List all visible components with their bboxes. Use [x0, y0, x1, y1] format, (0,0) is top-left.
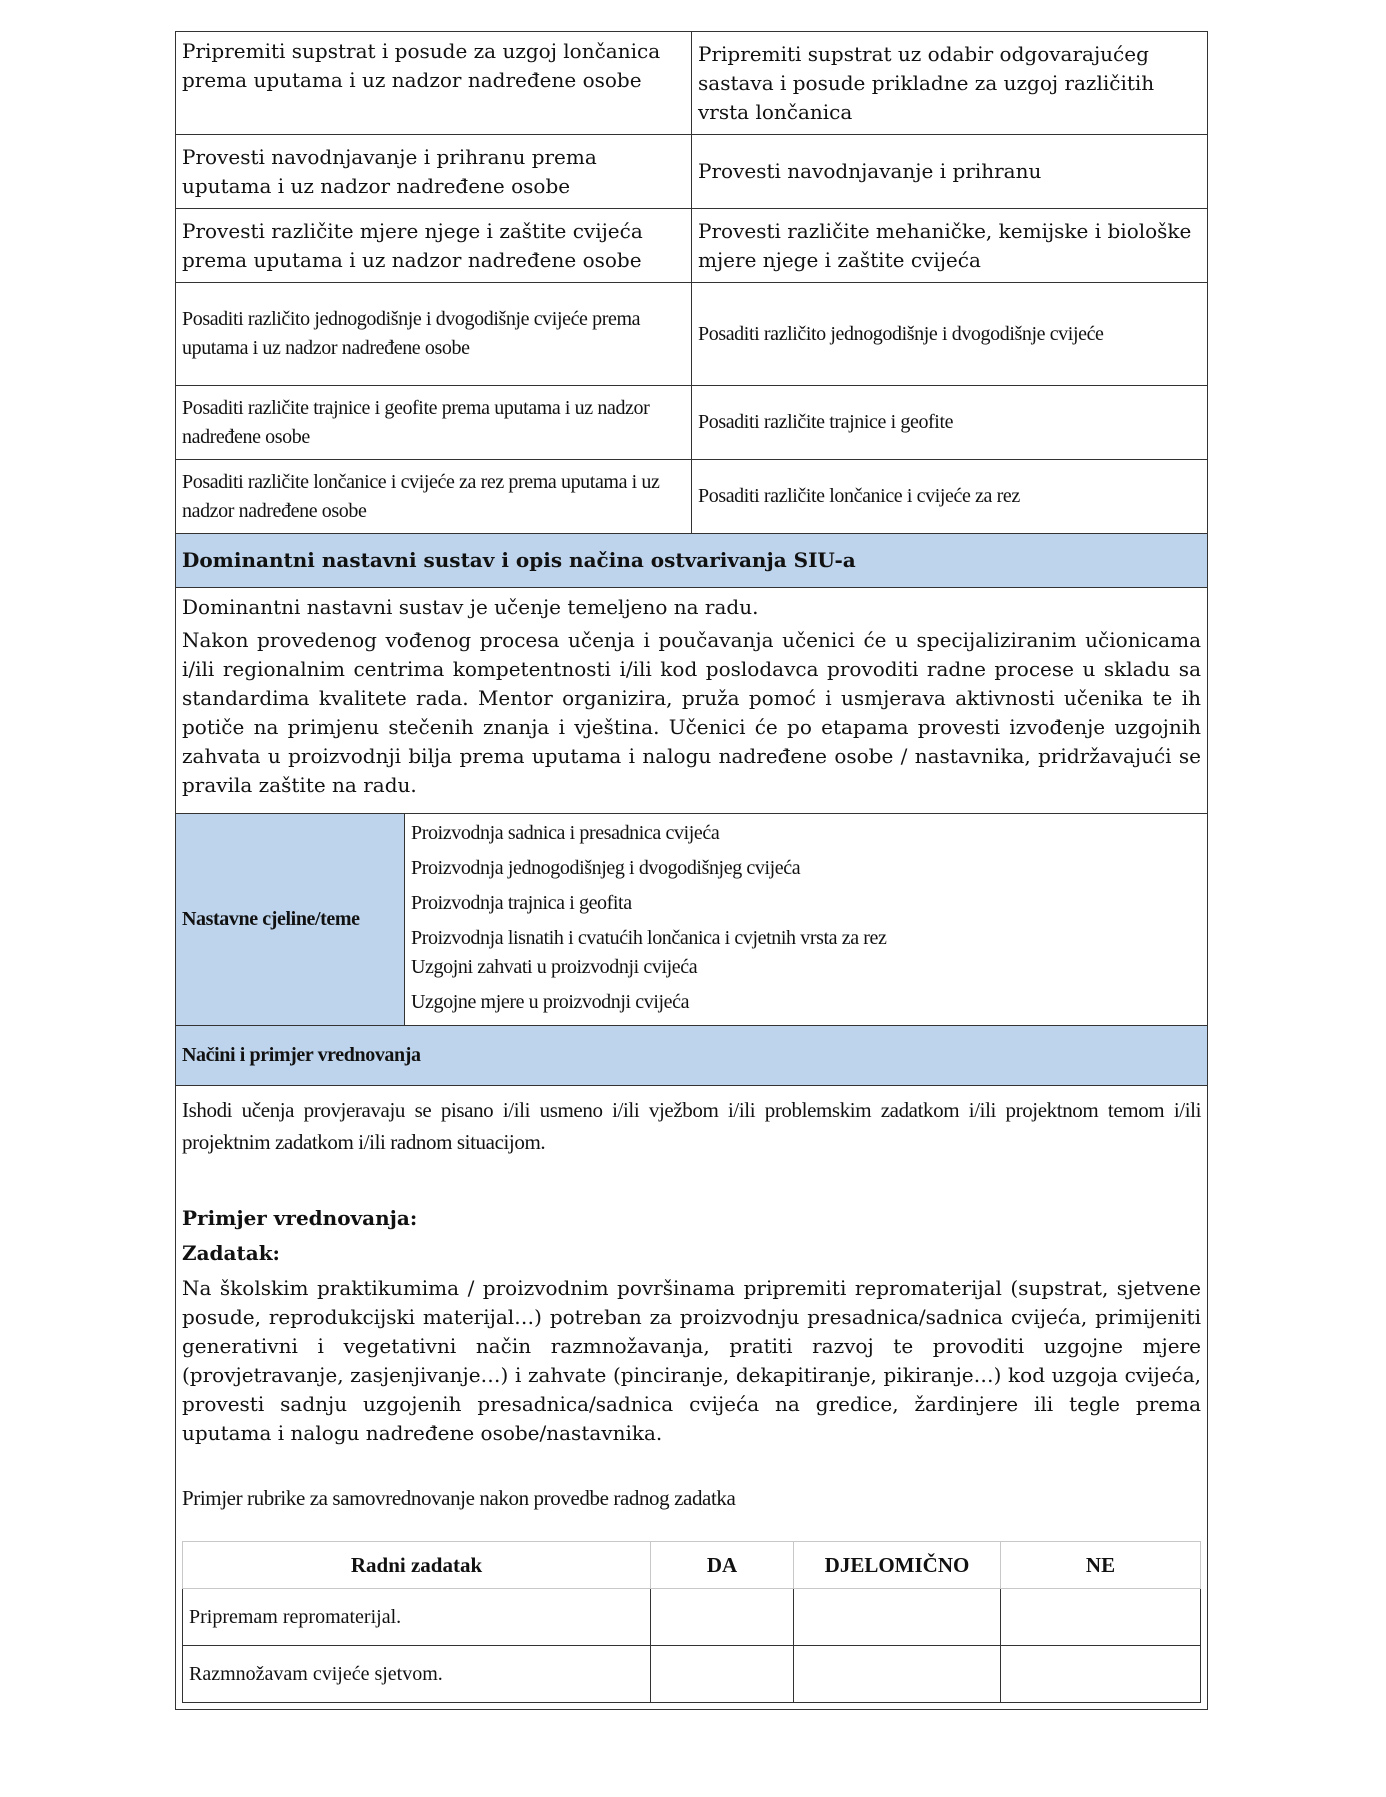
outcome-basic: Posaditi različite trajnice i geofite prema uputama i uz nadzor nadređene osobe [176, 386, 692, 460]
evaluation-methods: Ishodi učenja provjeravaju se pisano i/ili usmeno i/ili vježbom i/ili problemskim zadatkom i/ili projektnom temom i/ili projektnim zadatkom i/ili radnom situacijom. [182, 1098, 1201, 1154]
topic-item: Uzgojne mjere u proizvodnji cvijeća [411, 991, 690, 1013]
outcome-advanced: Posaditi različito jednogodišnje i dvogodišnje cvijeće [692, 283, 1208, 386]
teaching-system-intro: Dominantni nastavni sustav je učenje temeljeno na radu. [182, 595, 759, 619]
rubric-header-no: NE [1001, 1542, 1201, 1589]
outcome-row [176, 386, 1208, 460]
rubric-header-row [183, 1542, 1201, 1589]
topics-label: Nastavne cjeline/teme [176, 814, 405, 1026]
outcome-basic: Pripremiti supstrat i posude za uzgoj lončanica prema uputama i uz nadzor nadređene osobe [176, 32, 692, 135]
outcome-basic: Provesti različite mjere njege i zaštite cvijeća prema uputama i uz nadzor nadređene osobe [176, 209, 692, 283]
section-header-row [176, 1026, 1208, 1086]
rubric-task: Razmnožavam cvijeće sjetvom. [183, 1646, 651, 1703]
rubric-task: Pripremam repromaterijal. [183, 1589, 651, 1646]
rubric-cell-partially[interactable] [794, 1646, 1001, 1703]
rubric-cell-yes[interactable] [651, 1589, 794, 1646]
topic-item: Proizvodnja lisnatih i cvatućih lončanica i cvjetnih vrsta za rez [411, 927, 887, 949]
rubric-header-yes: DA [651, 1542, 794, 1589]
teaching-system-row [176, 588, 1208, 814]
outcome-row [176, 209, 1208, 283]
example-label: Primjer vrednovanja: [182, 1206, 418, 1230]
outcome-advanced: Posaditi različite lončanice i cvijeće za rez [692, 460, 1208, 534]
rubric-cell-no[interactable] [1001, 1589, 1201, 1646]
topics-row [176, 814, 1208, 1026]
rubric-cell-partially[interactable] [794, 1589, 1001, 1646]
topic-item: Uzgojni zahvati u proizvodnji cvijeća [411, 956, 698, 978]
section-header-row [176, 534, 1208, 588]
rubric-cell-no[interactable] [1001, 1646, 1201, 1703]
outcome-basic: Provesti navodnjavanje i prihranu prema uputama i uz nadzor nadređene osobe [176, 135, 692, 209]
task-text: Na školskim praktikumima / proizvodnim površinama pripremiti repromaterijal (supstrat, sjetvene posude, reprodukcijski materijal…) potreban za proizvodnju presadnica/sadnica cvijeća, primijeniti generativni i vegetativni način razmnožavanja, pratiti razvoj te provoditi uzgojne mjere (provjetravanje, zasjenjivanje…) i zahvate (pinciranje, dekapitiranje, pikiranje…) kod uzgoja cvijeća, provesti sadnju uzgojenih presadnica/sadnica cvijeća na gredice, žardinjere ili tegle prema uputama i nalogu nadređene osobe/nastavnika. [182, 1276, 1201, 1445]
outcome-basic: Posaditi različito jednogodišnje i dvogodišnje cvijeće prema uputama i uz nadzor nadređene osobe [176, 283, 692, 386]
evaluation-row [176, 1086, 1208, 1710]
rubric-cell-yes[interactable] [651, 1646, 794, 1703]
self-evaluation-rubric [182, 1541, 1201, 1703]
topic-item: Proizvodnja sadnica i presadnica cvijeća [411, 822, 720, 844]
teaching-system-description: Nakon provedenog vođenog procesa učenja i poučavanja učenici će u specijaliziranim učionicama i/ili regionalnim centrima kompetentnosti i/ili kod poslodavca provoditi radne procese u skladu sa standardima kvalitete rada. Mentor organizira, pruža pomoć i usmjerava aktivnosti učenika te ih potiče na primjenu stečenih znanja i vještina. Učenici će po etapama provesti izvođenje uzgojnih zahvata u proizvodnji bilja prema uputama i nalogu nadređene osobe / nastavnika, pridržavajući se pravila zaštite na radu. [182, 628, 1201, 797]
rubric-row [183, 1646, 1201, 1703]
section-heading-evaluation: Načini i primjer vrednovanja [176, 1026, 1208, 1086]
task-label: Zadatak: [182, 1241, 280, 1265]
outcome-row [176, 135, 1208, 209]
outcome-advanced: Provesti navodnjavanje i prihranu [692, 135, 1208, 209]
rubric-header-task: Radni zadatak [183, 1542, 651, 1589]
rubric-intro: Primjer rubrike za samovrednovanje nakon provedbe radnog zadatka [182, 1486, 736, 1510]
section-heading-teaching-system: Dominantni nastavni sustav i opis načina ostvarivanja SIU-a [176, 534, 1208, 588]
rubric-row [183, 1589, 1201, 1646]
topic-item: Proizvodnja jednogodišnjeg i dvogodišnjeg cvijeća [411, 857, 801, 879]
rubric-header-partially: DJELOMIČNO [794, 1542, 1001, 1589]
outcome-advanced: Posaditi različite trajnice i geofite [692, 386, 1208, 460]
outcome-basic: Posaditi različite lončanice i cvijeće za rez prema uputama i uz nadzor nadređene osobe [176, 460, 692, 534]
outcome-advanced: Pripremiti supstrat uz odabir odgovarajućeg sastava i posude prikladne za uzgoj različitih vrsta lončanica [692, 32, 1208, 135]
curriculum-table [175, 31, 1208, 1710]
outcome-row [176, 460, 1208, 534]
topic-item: Proizvodnja trajnica i geofita [411, 892, 632, 914]
outcome-row [176, 32, 1208, 135]
document-page [175, 31, 1207, 1710]
outcome-advanced: Provesti različite mehaničke, kemijske i biološke mjere njege i zaštite cvijeća [692, 209, 1208, 283]
outcome-row [176, 283, 1208, 386]
